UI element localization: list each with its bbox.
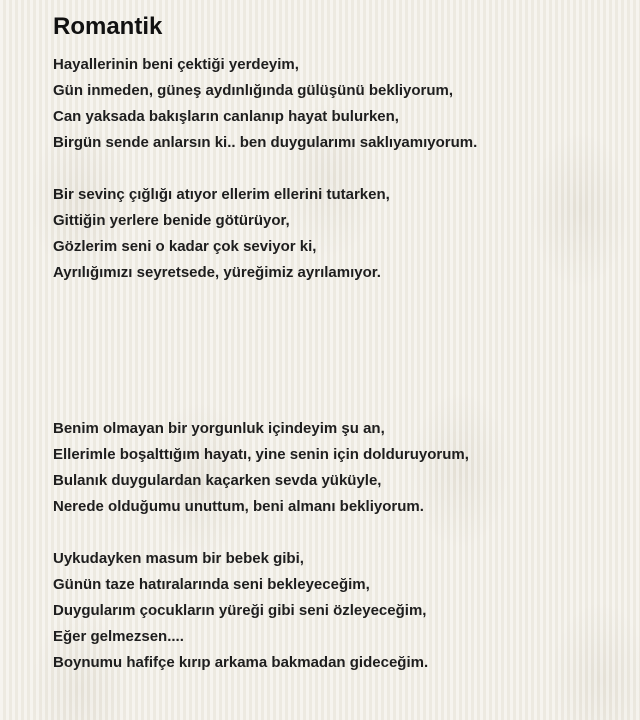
poem-line: Hayallerinin beni çektiği yerdeyim, [53,56,299,73]
poem-line: Birgün sende anlarsın ki.. ben duygularımı saklıyamıyorum. [53,134,478,151]
poem-line: Nerede olduğumu unuttum, beni almanı bekliyorum. [53,498,424,515]
stanza-4 [53,546,623,676]
poem-line: Bulanık duygulardan kaçarken sevda yüküyle, [53,472,382,489]
poem-line: Uykudayken masum bir bebek gibi, [53,550,304,567]
poem-line: Boynumu hafifçe kırıp arkama bakmadan gideceğim. [53,654,429,671]
stanza-2 [53,182,623,286]
poem-line: Ayrılığımızı seyretsede, yüreğimiz ayrılamıyor. [53,264,381,281]
poem-line: Can yaksada bakışların canlanıp hayat bulurken, [53,108,399,125]
poem-line: Gün inmeden, güneş aydınlığında gülüşünü bekliyorum, [53,82,454,99]
poem-line: Gözlerim seni o kadar çok seviyor ki, [53,238,317,255]
poem-line: Benim olmayan bir yorgunluk içindeyim şu an, [53,420,385,437]
poem-title: Romantik [53,13,163,40]
poem-line: Günün taze hatıralarında seni bekleyeceğim, [53,576,370,593]
poem-line: Bir sevinç çığlığı atıyor ellerim ellerini tutarken, [53,186,390,203]
poem-line: Gittiğin yerlere benide götürüyor, [53,212,290,229]
poem-line: Duygularım çocukların yüreği gibi seni özleyeceğim, [53,602,427,619]
poem-line: Ellerimle boşalttığım hayatı, yine senin için dolduruyorum, [53,446,469,463]
stanza-1 [53,52,623,156]
poem [53,12,623,676]
stanza-3 [53,416,623,520]
poem-line: Eğer gelmezsen.... [53,628,184,645]
